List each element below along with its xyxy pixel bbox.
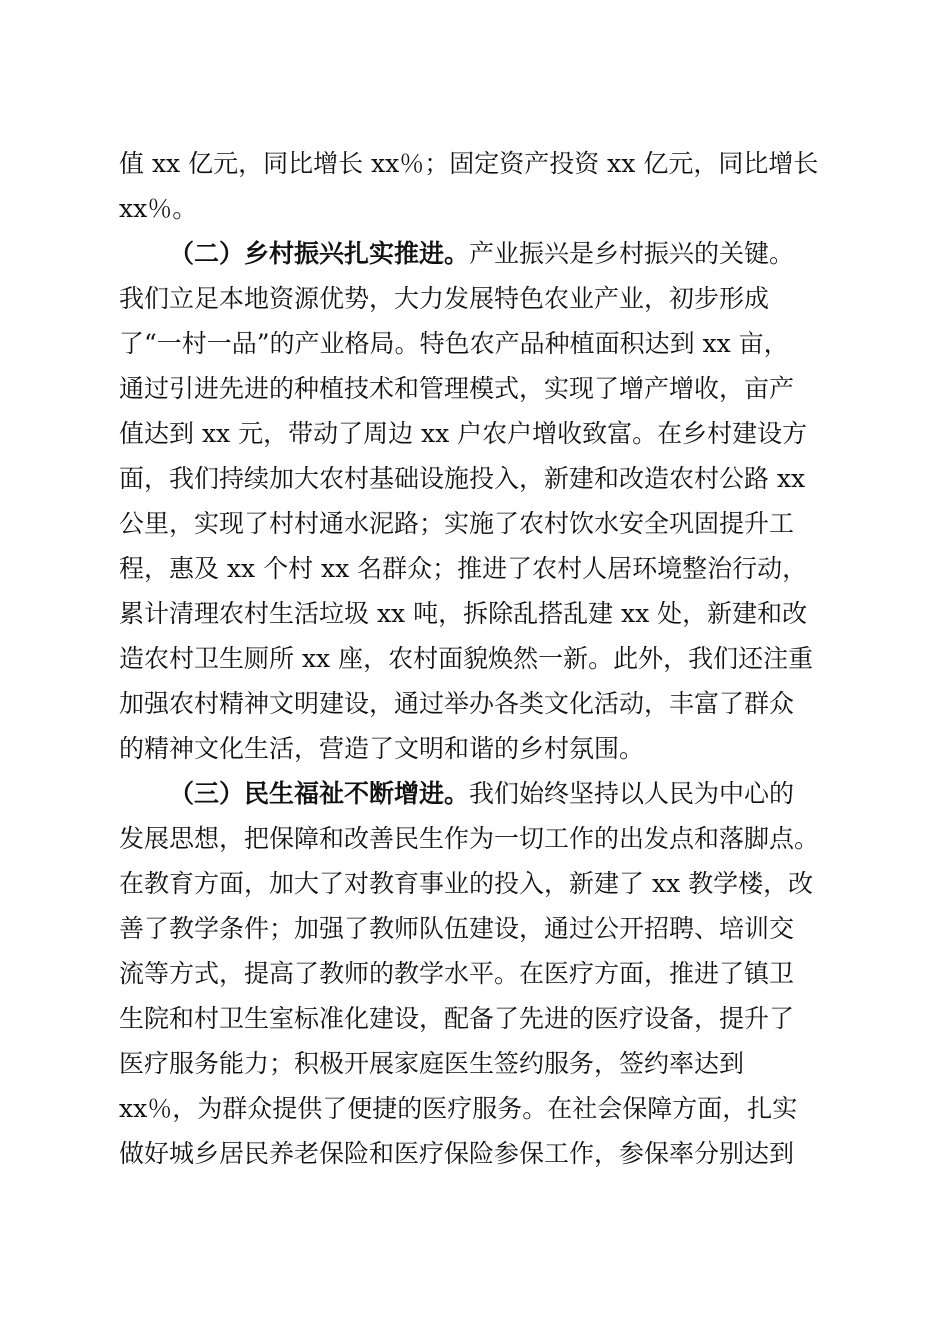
paragraph-line: xx％，为群众提供了便捷的医疗服务。在社会保障方面，扎实 xyxy=(119,1094,798,1123)
paragraph-line: 做好城乡居民养老保险和医疗保险参保工作，参保率分别达到 xyxy=(119,1139,795,1168)
paragraph-line: 累计清理农村生活垃圾 xx 吨，拆除乱搭乱建 xx 处，新建和改 xyxy=(119,599,808,628)
paragraph-line: 了“一村一品”的产业格局。特色农产品种植面积达到 xx 亩， xyxy=(119,329,789,358)
paragraph-line: 医疗服务能力；积极开展家庭医生签约服务，签约率达到 xyxy=(119,1049,745,1078)
paragraph-line: 生院和村卫生室标准化建设，配备了先进的医疗设备，提升了 xyxy=(119,1004,795,1033)
paragraph-line: 程，惠及 xx 个村 xx 名群众；推进了农村人居环境整治行动， xyxy=(119,554,808,583)
paragraph-line: 在教育方面，加大了对教育事业的投入，新建了 xx 教学楼，改 xyxy=(119,869,814,898)
paragraph-line: 通过引进先进的种植技术和管理模式，实现了增产增收，亩产 xyxy=(119,374,795,403)
paragraph-line: 的精神文化生活，营造了文明和谐的乡村氛围。 xyxy=(119,734,645,763)
section-2-heading: （二）乡村振兴扎实推进。 xyxy=(169,239,470,268)
paragraph-text: 我们始终坚持以人民为中心的 xyxy=(469,779,795,808)
paragraph-line: 我们立足本地资源优势，大力发展特色农业产业，初步形成 xyxy=(119,284,770,313)
paragraph-line: 流等方式，提高了教师的教学水平。在医疗方面，推进了镇卫 xyxy=(119,959,795,988)
paragraph-line: 公里，实现了村村通水泥路；实施了农村饮水安全巩固提升工 xyxy=(119,509,795,538)
section-3-first-line xyxy=(119,781,794,806)
section-2-first-line xyxy=(119,241,794,266)
paragraph-line: 造农村卫生厕所 xx 座，农村面貌焕然一新。此外，我们还注重 xyxy=(119,644,814,673)
paragraph-line: 发展思想，把保障和改善民生作为一切工作的出发点和落脚点。 xyxy=(119,824,820,853)
paragraph-line: 加强农村精神文明建设，通过举办各类文化活动，丰富了群众 xyxy=(119,689,795,718)
section-3-heading: （三）民生福祉不断增进。 xyxy=(169,779,470,808)
paragraph-text: 产业振兴是乡村振兴的关键。 xyxy=(469,239,795,268)
paragraph-line: 值达到 xx 元，带动了周边 xx 户农户增收致富。在乡村建设方 xyxy=(119,419,808,448)
paragraph-line: 面，我们持续加大农村基础设施投入，新建和改造农村公路 xx xyxy=(119,464,806,493)
paragraph-line: 善了教学条件；加强了教师队伍建设，通过公开招聘、培训交 xyxy=(119,914,795,943)
paragraph-line: 值 xx 亿元，同比增长 xx％；固定资产投资 xx 亿元，同比增长 xyxy=(119,149,819,178)
paragraph-line: xx％。 xyxy=(119,194,198,223)
